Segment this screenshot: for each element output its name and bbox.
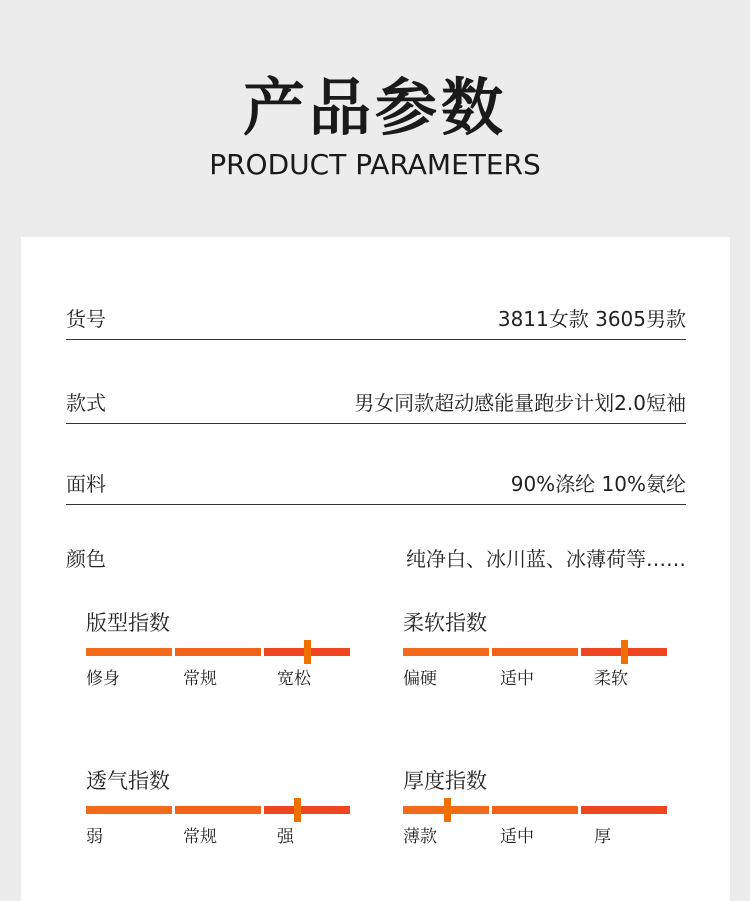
index-bar-segment	[175, 648, 261, 656]
index-title: 厚度指数	[403, 769, 487, 793]
spec-value: 3811女款 3605男款	[497, 307, 686, 331]
index-bar-segment	[403, 648, 489, 656]
index-level-marker	[444, 798, 451, 822]
index-bar-segment	[86, 648, 172, 656]
index-label-mid: 常规	[183, 669, 217, 689]
spec-row-item-number	[66, 299, 686, 340]
index-bar-segment	[581, 806, 667, 814]
spec-row-fabric	[66, 464, 686, 505]
thickness-index	[403, 767, 667, 867]
index-bar-segment	[86, 806, 172, 814]
index-bar-segment	[175, 806, 261, 814]
spec-label: 颜色	[66, 547, 106, 571]
index-bar	[403, 648, 667, 656]
softness-index	[403, 609, 667, 709]
parameters-card	[21, 237, 730, 901]
index-label-high: 柔软	[594, 669, 628, 689]
spec-row-style	[66, 383, 686, 424]
index-bar-segment	[492, 806, 578, 814]
index-level-marker	[304, 640, 311, 664]
index-title: 透气指数	[86, 769, 170, 793]
index-bar	[86, 648, 350, 656]
index-title: 版型指数	[86, 611, 170, 635]
index-title: 柔软指数	[403, 611, 487, 635]
index-bar	[403, 806, 667, 814]
spec-label: 货号	[66, 307, 106, 331]
fit-index	[86, 609, 350, 709]
page-subtitle: PRODUCT PARAMETERS	[209, 148, 541, 181]
index-label-mid: 适中	[500, 827, 534, 847]
index-bar-segment	[264, 806, 350, 814]
breathability-index	[86, 767, 350, 867]
index-label-high: 宽松	[277, 669, 311, 689]
index-label-low: 弱	[86, 827, 103, 847]
spec-value: 纯净白、冰川蓝、冰薄荷等……	[406, 547, 686, 571]
index-level-marker	[621, 640, 628, 664]
index-label-mid: 常规	[183, 827, 217, 847]
index-label-low: 偏硬	[403, 669, 437, 689]
spec-value: 90%涤纶 10%氨纶	[510, 472, 686, 496]
page-title: 产品参数	[242, 71, 507, 144]
spec-label: 款式	[66, 391, 106, 415]
index-label-low: 薄款	[403, 827, 437, 847]
index-bar-segment	[492, 648, 578, 656]
index-label-low: 修身	[86, 669, 120, 689]
index-label-mid: 适中	[500, 669, 534, 689]
spec-label: 面料	[66, 472, 106, 496]
index-label-high: 强	[277, 827, 294, 847]
index-level-marker	[294, 798, 301, 822]
spec-row-color	[66, 539, 686, 579]
index-bar	[86, 806, 350, 814]
index-label-high: 厚	[594, 827, 611, 847]
spec-value: 男女同款超动感能量跑步计划2.0短袖	[354, 391, 686, 415]
page-header	[0, 0, 750, 236]
